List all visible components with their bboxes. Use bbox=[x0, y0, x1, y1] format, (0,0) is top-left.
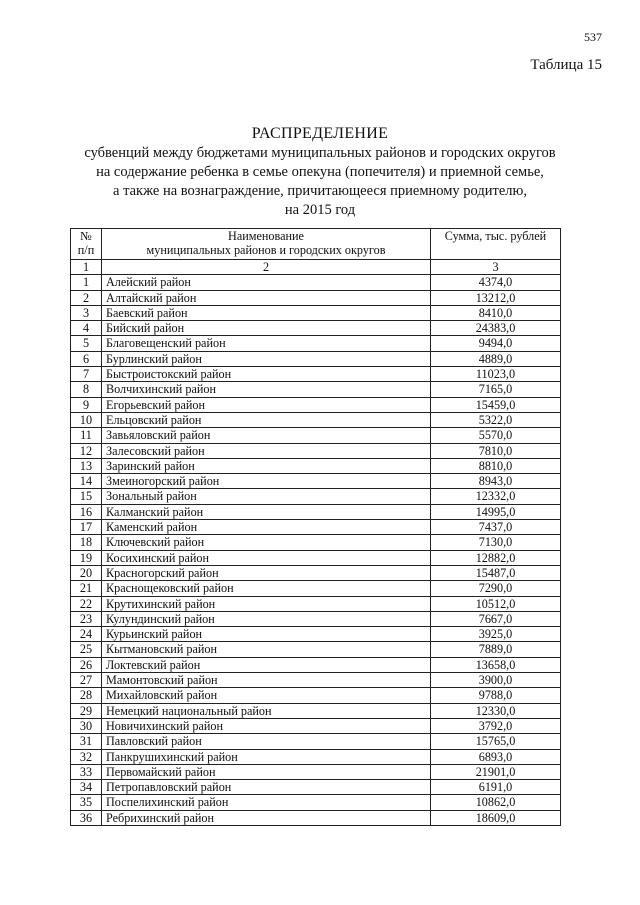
subvention-sum: 12882,0 bbox=[431, 550, 561, 565]
subvention-sum: 8810,0 bbox=[431, 458, 561, 473]
table-row bbox=[71, 504, 561, 519]
subvention-sum: 7810,0 bbox=[431, 443, 561, 458]
header-number bbox=[71, 229, 102, 260]
district-name: Косихинский район bbox=[102, 550, 431, 565]
subvention-sum: 9494,0 bbox=[431, 336, 561, 351]
table-row bbox=[71, 412, 561, 427]
table-row bbox=[71, 458, 561, 473]
subvention-sum: 4374,0 bbox=[431, 275, 561, 290]
district-name: Змеиногорский район bbox=[102, 474, 431, 489]
subvention-sum: 7130,0 bbox=[431, 535, 561, 550]
subvention-sum: 8410,0 bbox=[431, 305, 561, 320]
subvention-sum: 15459,0 bbox=[431, 397, 561, 412]
subvention-sum: 5570,0 bbox=[431, 428, 561, 443]
subvention-sum: 15487,0 bbox=[431, 565, 561, 580]
table-row bbox=[71, 382, 561, 397]
subvention-sum: 6893,0 bbox=[431, 749, 561, 764]
table-row bbox=[71, 581, 561, 596]
district-name: Алтайский район bbox=[102, 290, 431, 305]
table-row bbox=[71, 749, 561, 764]
district-name: Ребрихинский район bbox=[102, 810, 431, 825]
table-row bbox=[71, 718, 561, 733]
table-row bbox=[71, 703, 561, 718]
table-row bbox=[71, 657, 561, 672]
subtitle-line: а также на вознаграждение, причитающееся приемному родителю, bbox=[113, 183, 527, 199]
district-name: Поспелихинский район bbox=[102, 795, 431, 810]
row-number: 35 bbox=[71, 795, 102, 810]
subtitle-line: на 2015 год bbox=[284, 202, 356, 218]
district-name: Новичихинский район bbox=[102, 718, 431, 733]
row-number: 14 bbox=[71, 474, 102, 489]
table-row bbox=[71, 397, 561, 412]
subvention-sum: 3792,0 bbox=[431, 718, 561, 733]
header-sum: Сумма, тыс. рублей bbox=[431, 229, 561, 260]
subvention-sum: 14995,0 bbox=[431, 504, 561, 519]
row-number: 11 bbox=[71, 428, 102, 443]
district-name: Мамонтовский район bbox=[102, 673, 431, 688]
column-index: 3 bbox=[431, 260, 561, 275]
table-row bbox=[71, 780, 561, 795]
subvention-sum: 7889,0 bbox=[431, 642, 561, 657]
subvention-sum: 7437,0 bbox=[431, 520, 561, 535]
district-name: Егорьевский район bbox=[102, 397, 431, 412]
district-name: Алейский район bbox=[102, 275, 431, 290]
row-number: 20 bbox=[71, 565, 102, 580]
district-name: Благовещенский район bbox=[102, 336, 431, 351]
header-name bbox=[102, 229, 431, 260]
table-header-row bbox=[71, 229, 561, 260]
row-number: 27 bbox=[71, 673, 102, 688]
header-number-line2: п/п bbox=[77, 243, 95, 257]
row-number: 36 bbox=[71, 810, 102, 825]
row-number: 8 bbox=[71, 382, 102, 397]
subvention-sum: 6191,0 bbox=[431, 780, 561, 795]
subvention-sum: 21901,0 bbox=[431, 764, 561, 779]
table-row bbox=[71, 627, 561, 642]
row-number: 7 bbox=[71, 367, 102, 382]
row-number: 16 bbox=[71, 504, 102, 519]
table-row bbox=[71, 673, 561, 688]
header-name-line2: муниципальных районов и городских округов bbox=[146, 243, 386, 257]
table-row bbox=[71, 734, 561, 749]
table-row bbox=[71, 596, 561, 611]
district-name: Павловский район bbox=[102, 734, 431, 749]
district-name: Красногорский район bbox=[102, 565, 431, 580]
table-row bbox=[71, 688, 561, 703]
row-number: 19 bbox=[71, 550, 102, 565]
table-row bbox=[71, 351, 561, 366]
district-name: Михайловский район bbox=[102, 688, 431, 703]
table-row bbox=[71, 367, 561, 382]
district-name: Каменский район bbox=[102, 520, 431, 535]
table-row bbox=[71, 305, 561, 320]
subvention-sum: 10512,0 bbox=[431, 596, 561, 611]
row-number: 12 bbox=[71, 443, 102, 458]
subvention-sum: 9788,0 bbox=[431, 688, 561, 703]
subvention-sum: 7667,0 bbox=[431, 611, 561, 626]
table-label: Таблица 15 bbox=[530, 57, 602, 73]
district-name: Быстроистокский район bbox=[102, 367, 431, 382]
table-row bbox=[71, 336, 561, 351]
row-number: 29 bbox=[71, 703, 102, 718]
table-row bbox=[71, 795, 561, 810]
subvention-sum: 12332,0 bbox=[431, 489, 561, 504]
row-number: 18 bbox=[71, 535, 102, 550]
table-row bbox=[71, 810, 561, 825]
district-name: Кулундинский район bbox=[102, 611, 431, 626]
subvention-sum: 10862,0 bbox=[431, 795, 561, 810]
row-number: 30 bbox=[71, 718, 102, 733]
column-index: 2 bbox=[102, 260, 431, 275]
table-row bbox=[71, 764, 561, 779]
table-row bbox=[71, 520, 561, 535]
column-index-row bbox=[71, 260, 561, 275]
subvention-sum: 13212,0 bbox=[431, 290, 561, 305]
row-number: 5 bbox=[71, 336, 102, 351]
district-name: Кытмановский район bbox=[102, 642, 431, 657]
subvention-sum: 18609,0 bbox=[431, 810, 561, 825]
district-name: Курьинский район bbox=[102, 627, 431, 642]
district-name: Петропавловский район bbox=[102, 780, 431, 795]
table-row bbox=[71, 535, 561, 550]
district-name: Краснощековский район bbox=[102, 581, 431, 596]
row-number: 25 bbox=[71, 642, 102, 657]
subvention-sum: 4889,0 bbox=[431, 351, 561, 366]
district-name: Первомайский район bbox=[102, 764, 431, 779]
table-row bbox=[71, 275, 561, 290]
document-title: РАСПРЕДЕЛЕНИЕ bbox=[251, 125, 389, 142]
district-name: Баевский район bbox=[102, 305, 431, 320]
row-number: 32 bbox=[71, 749, 102, 764]
subvention-sum: 5322,0 bbox=[431, 412, 561, 427]
row-number: 13 bbox=[71, 458, 102, 473]
subvention-sum: 8943,0 bbox=[431, 474, 561, 489]
subvention-sum: 12330,0 bbox=[431, 703, 561, 718]
district-name: Заринский район bbox=[102, 458, 431, 473]
subvention-sum: 3900,0 bbox=[431, 673, 561, 688]
district-name: Бийский район bbox=[102, 321, 431, 336]
row-number: 22 bbox=[71, 596, 102, 611]
table-row bbox=[71, 428, 561, 443]
row-number: 34 bbox=[71, 780, 102, 795]
subvention-sum: 24383,0 bbox=[431, 321, 561, 336]
table-row bbox=[71, 321, 561, 336]
row-number: 23 bbox=[71, 611, 102, 626]
district-name: Крутихинский район bbox=[102, 596, 431, 611]
page-number: 537 bbox=[584, 30, 602, 44]
table-row bbox=[71, 489, 561, 504]
row-number: 33 bbox=[71, 764, 102, 779]
row-number: 6 bbox=[71, 351, 102, 366]
table-row bbox=[71, 443, 561, 458]
row-number: 9 bbox=[71, 397, 102, 412]
distribution-table bbox=[70, 228, 561, 826]
table-row bbox=[71, 550, 561, 565]
district-name: Панкрушихинский район bbox=[102, 749, 431, 764]
subvention-sum: 3925,0 bbox=[431, 627, 561, 642]
row-number: 17 bbox=[71, 520, 102, 535]
table-row bbox=[71, 474, 561, 489]
district-name: Ельцовский район bbox=[102, 412, 431, 427]
subvention-sum: 13658,0 bbox=[431, 657, 561, 672]
row-number: 31 bbox=[71, 734, 102, 749]
district-name: Калманский район bbox=[102, 504, 431, 519]
district-name: Залесовский район bbox=[102, 443, 431, 458]
subvention-sum: 7290,0 bbox=[431, 581, 561, 596]
table-row bbox=[71, 611, 561, 626]
column-index: 1 bbox=[71, 260, 102, 275]
header-number-line1: № bbox=[80, 229, 92, 243]
row-number: 3 bbox=[71, 305, 102, 320]
table-row bbox=[71, 290, 561, 305]
subtitle-line: субвенций между бюджетами муниципальных районов и городских округов bbox=[84, 145, 556, 161]
district-name: Локтевский район bbox=[102, 657, 431, 672]
row-number: 1 bbox=[71, 275, 102, 290]
subvention-sum: 11023,0 bbox=[431, 367, 561, 382]
row-number: 24 bbox=[71, 627, 102, 642]
district-name: Зональный район bbox=[102, 489, 431, 504]
row-number: 15 bbox=[71, 489, 102, 504]
row-number: 26 bbox=[71, 657, 102, 672]
row-number: 21 bbox=[71, 581, 102, 596]
row-number: 28 bbox=[71, 688, 102, 703]
row-number: 10 bbox=[71, 412, 102, 427]
row-number: 4 bbox=[71, 321, 102, 336]
header-name-line1: Наименование bbox=[228, 229, 304, 243]
subtitle-line: на содержание ребенка в семье опекуна (попечителя) и приемной семье, bbox=[96, 164, 544, 180]
table-body bbox=[71, 275, 561, 826]
subvention-sum: 7165,0 bbox=[431, 382, 561, 397]
document-heading bbox=[60, 124, 580, 220]
table-row bbox=[71, 565, 561, 580]
district-name: Завьяловский район bbox=[102, 428, 431, 443]
subvention-sum: 15765,0 bbox=[431, 734, 561, 749]
district-name: Бурлинский район bbox=[102, 351, 431, 366]
district-name: Ключевский район bbox=[102, 535, 431, 550]
row-number: 2 bbox=[71, 290, 102, 305]
district-name: Немецкий национальный район bbox=[102, 703, 431, 718]
table-row bbox=[71, 642, 561, 657]
district-name: Волчихинский район bbox=[102, 382, 431, 397]
